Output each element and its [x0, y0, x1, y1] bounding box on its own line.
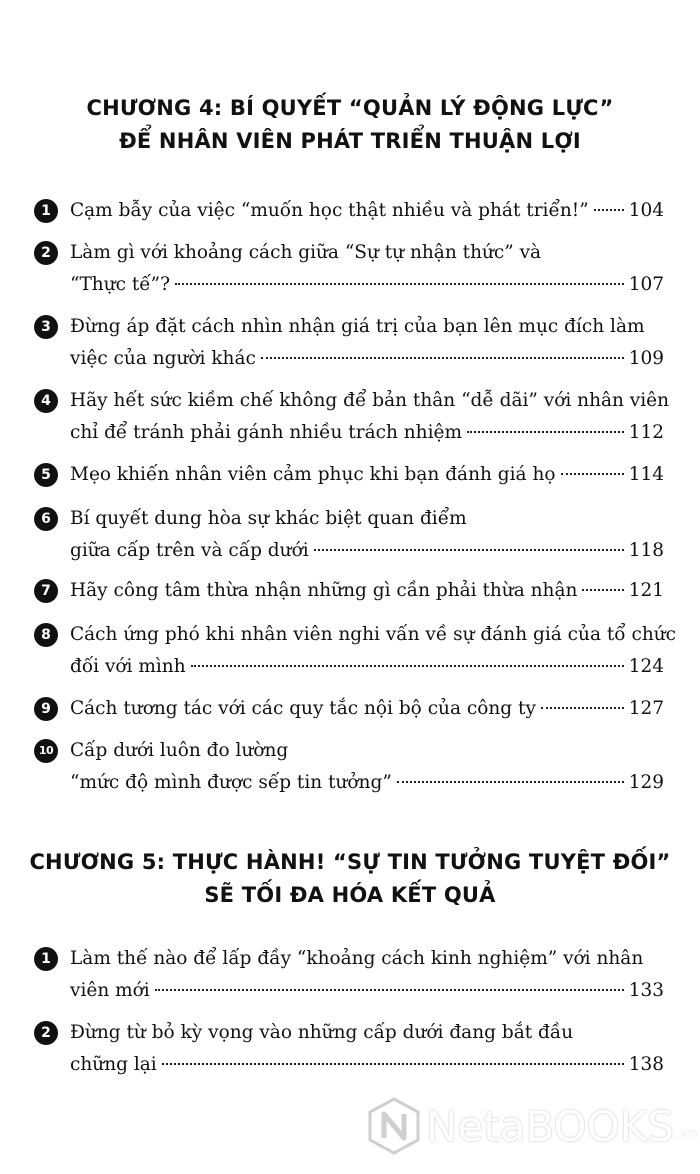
entry-title-line: Bí quyết dung hòa sự khác biệt quan điểm	[70, 508, 467, 529]
entry-title-line: Hãy hết sức kiềm chế không để bản thân “dễ dãi” với nhân viên	[70, 390, 670, 411]
entry-title-line: Làm thế nào để lấp đầy “khoảng cách kinh nghiệm” với nhân	[70, 948, 644, 969]
chapter-title-line: CHƯƠNG 4: BÍ QUYẾT “QUẢN LÝ ĐỘNG LỰC”	[86, 96, 614, 120]
entry-page-number: 109	[628, 348, 664, 369]
entry-number-badge: 7	[34, 579, 58, 603]
dot-leader	[561, 473, 624, 475]
entry-page-number: 127	[628, 698, 664, 719]
toc-entry[interactable]	[34, 578, 664, 610]
chapter-title-line: CHƯƠNG 5: THỰC HÀNH! “SỰ TIN TƯỞNG TUYỆT ĐỐI”	[29, 850, 671, 874]
toc-entry[interactable]	[34, 696, 664, 728]
entry-title-line: Đừng từ bỏ kỳ vọng vào những cấp dưới đang bắt đầu	[70, 1022, 574, 1043]
dot-leader	[397, 781, 624, 783]
entry-number-badge: 6	[34, 507, 58, 531]
dot-leader	[314, 549, 624, 551]
chapter-4-title	[0, 92, 700, 158]
toc-entry[interactable]	[34, 946, 664, 1010]
entry-last-line	[34, 578, 664, 610]
entry-title-line: giữa cấp trên và cấp dưới	[70, 540, 309, 561]
chapter-5-title	[0, 846, 700, 912]
entry-title-line: chỉ để tránh phải gánh nhiều trách nhiệm	[70, 422, 462, 443]
entry-title-line: việc của người khác	[70, 348, 256, 369]
entry-title-line: Cạm bẫy của việc “muốn học thật nhiều và phát triển!”	[70, 200, 589, 221]
entry-page-number: 112	[628, 422, 664, 443]
toc-entry[interactable]	[34, 506, 664, 570]
dot-leader	[175, 283, 624, 285]
watermark-name: NetaBOOKS	[426, 1101, 674, 1151]
entry-title-line: Cách ứng phó khi nhân viên nghi vấn về sự đánh giá của tổ chức	[70, 624, 677, 645]
entry-page-number: 129	[628, 772, 664, 793]
entry-title-line: “Thực tế”?	[70, 274, 171, 295]
entry-number-badge: 5	[34, 463, 58, 487]
entry-title-line: “mức độ mình được sếp tin tưởng”	[70, 772, 392, 793]
dot-leader	[541, 707, 624, 709]
watermark-logo	[366, 1096, 697, 1156]
entry-number-badge: 1	[34, 199, 58, 223]
chapter-title-line: ĐỂ NHÂN VIÊN PHÁT TRIỂN THUẬN LỢI	[119, 129, 581, 153]
hexagon-n-icon	[366, 1096, 422, 1156]
entry-last-line	[34, 770, 664, 802]
entry-number-badge: 9	[34, 697, 58, 721]
entry-last-line	[34, 1052, 664, 1084]
entry-number-badge: 10	[34, 739, 58, 763]
entry-number-badge: 2	[34, 241, 58, 265]
entry-number-badge: 8	[34, 623, 58, 647]
dot-leader	[582, 589, 623, 591]
entry-page-number: 138	[628, 1054, 664, 1075]
entry-page-number: 114	[628, 464, 664, 485]
toc-entry[interactable]	[34, 738, 664, 802]
entry-title-line: Mẹo khiến nhân viên cảm phục khi bạn đánh giá họ	[70, 464, 556, 485]
toc-entry[interactable]	[34, 622, 677, 686]
entry-title-line: viên mới	[70, 980, 150, 1001]
toc-entry[interactable]	[34, 314, 664, 378]
entry-page-number: 133	[628, 980, 664, 1001]
toc-entry[interactable]	[34, 240, 664, 304]
entry-number-badge: 3	[34, 315, 58, 339]
entry-page-number: 118	[628, 540, 664, 561]
entry-title-line: Cách tương tác với các quy tắc nội bộ của công ty	[70, 698, 536, 719]
toc-entry[interactable]	[34, 1020, 664, 1084]
entry-number-badge: 4	[34, 389, 58, 413]
entry-title-line: Cấp dưới luôn đo lường	[70, 740, 289, 761]
entry-last-line	[34, 420, 664, 452]
entry-page-number: 124	[628, 656, 664, 677]
entry-title-line: Đừng áp đặt cách nhìn nhận giá trị của bạn lên mục đích làm	[70, 316, 645, 337]
entry-title-line: Hãy công tâm thừa nhận những gì cần phải thừa nhận	[70, 580, 578, 601]
entry-last-line	[34, 462, 664, 494]
entry-number-badge: 1	[34, 947, 58, 971]
entry-title-line: chững lại	[70, 1054, 157, 1075]
entry-page-number: 121	[628, 580, 664, 601]
dot-leader	[594, 209, 624, 211]
entry-title-line: đối với mình	[70, 656, 186, 677]
entry-last-line	[34, 272, 664, 304]
entry-last-line	[34, 978, 664, 1010]
entry-page-number: 107	[628, 274, 664, 295]
dot-leader	[261, 357, 624, 359]
dot-leader	[162, 1063, 624, 1065]
dot-leader	[191, 665, 624, 667]
entry-last-line	[34, 538, 664, 570]
entry-last-line	[34, 696, 664, 728]
chapter-title-line: SẼ TỐI ĐA HÓA KẾT QUẢ	[204, 883, 496, 907]
dot-leader	[155, 989, 624, 991]
entry-last-line	[34, 654, 664, 686]
dot-leader	[467, 431, 624, 433]
entry-last-line	[34, 346, 664, 378]
watermark-suffix: .vn	[675, 1126, 698, 1142]
toc-entry[interactable]	[34, 198, 664, 230]
entry-page-number: 104	[628, 200, 664, 221]
entry-last-line	[34, 198, 664, 230]
toc-entry[interactable]	[34, 462, 664, 494]
toc-entry[interactable]	[34, 388, 670, 452]
entry-title-line: Làm gì với khoảng cách giữa “Sự tự nhận thức” và	[70, 242, 542, 263]
entry-number-badge: 2	[34, 1021, 58, 1045]
